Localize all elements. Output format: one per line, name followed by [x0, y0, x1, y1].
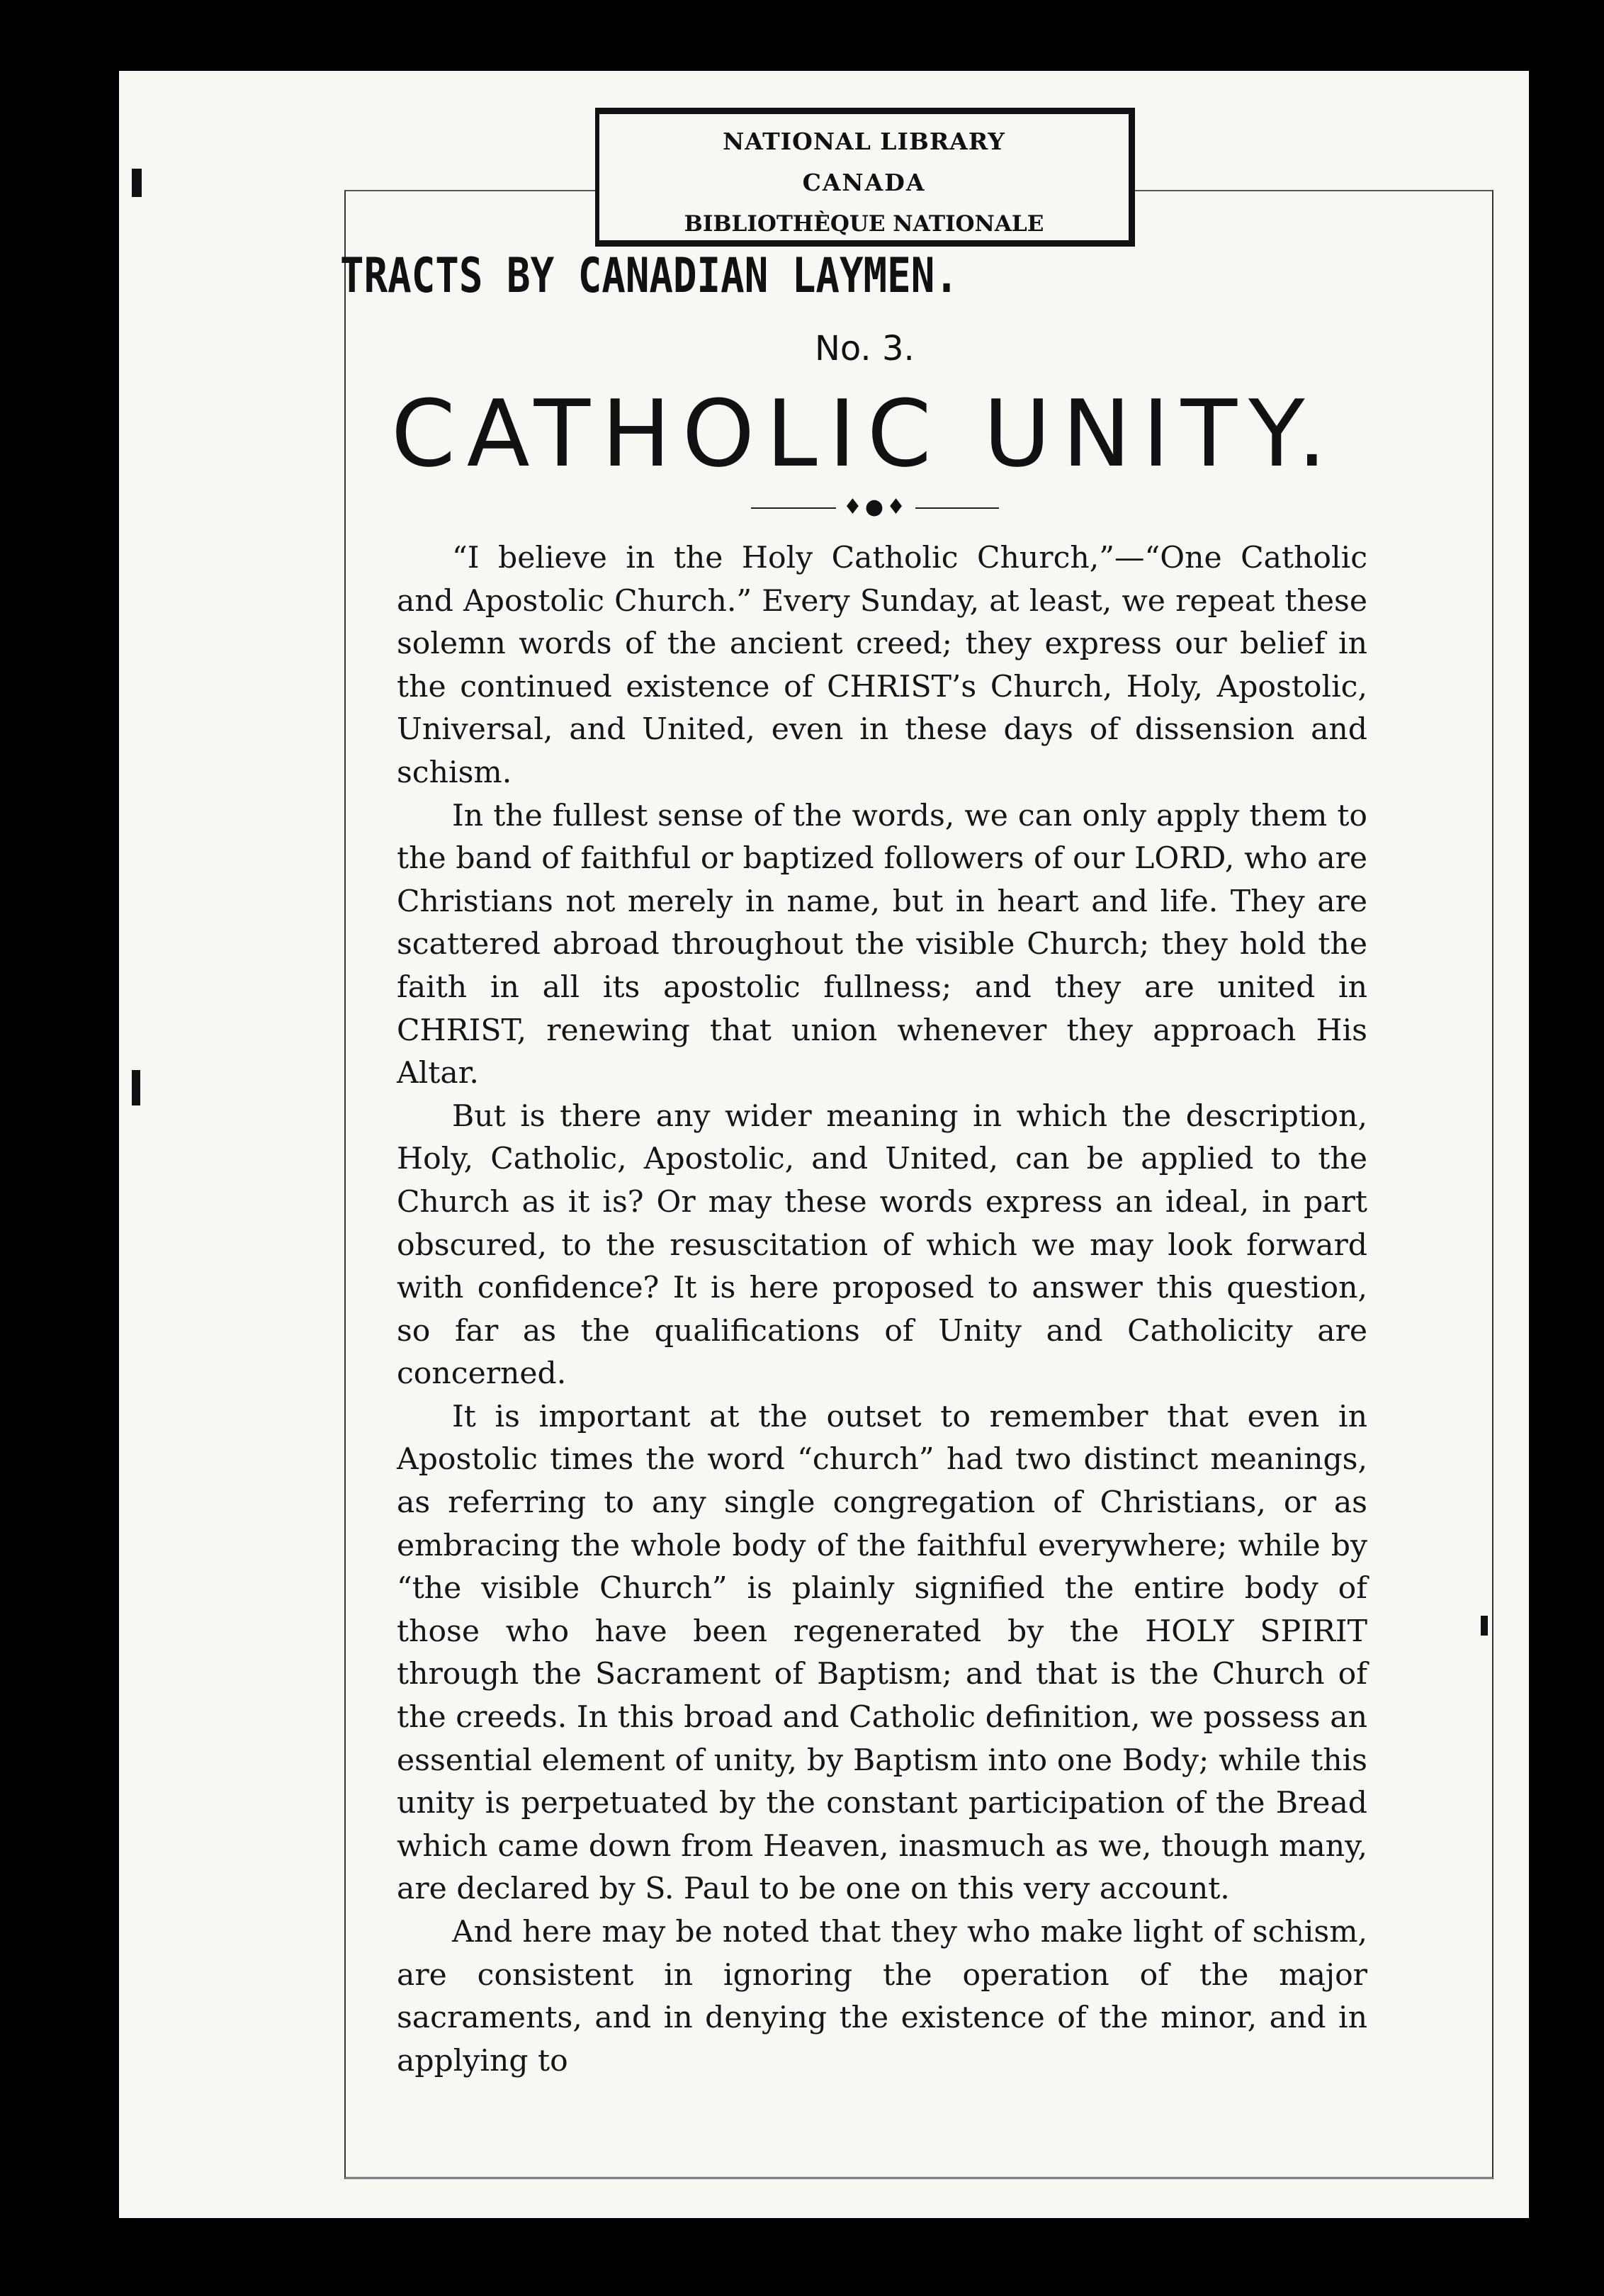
divider-ornament: ♦●♦ — [836, 495, 915, 519]
paragraph-4: It is important at the outset to remember that even in Apostolic times the word “church” had two distinct meanings, as referring to any single congregation of Christians, or as embracing the whole body of the faithful everywhere; while by “the visible Church” is plainly signified the entire body of those who have been regenerated by the HOLY SPIRIT through the Sacrament of Baptism; and that is the Church of the creeds. In this broad and Catholic definition, we possess an essential element of unity, by Baptism into one Body; while this unity is perpetuated by the constant participation of the Bread which came down from Heaven, inasmuch as we, though many, are declared by S. Paul to be one on this very account. — [397, 1399, 1367, 1907]
stamp-line-2: CANADA — [802, 169, 926, 196]
scan-speck — [1481, 1616, 1488, 1636]
scan-speck — [132, 169, 142, 197]
main-title: CATHOLIC UNITY. — [391, 380, 1338, 488]
stamp-line-3: BIBLIOTHÈQUE NATIONALE — [684, 211, 1044, 237]
series-title: TRACTS BY CANADIAN LAYMEN. — [340, 248, 959, 304]
library-stamp — [595, 108, 1135, 247]
paragraph-1: “I believe in the Holy Catholic Church,”—“One Catholic and Apostolic Church.” Every Sunday, at least, we repeat these solemn words of the ancient creed; they express our belief in the continued existence of CHRIST’s Church, Holy, Apostolic, Universal, and United, even in these days of dissension and schism. — [397, 541, 1367, 790]
body-text — [397, 537, 1367, 2083]
paragraph-3: But is there any wider meaning in which the description, Holy, Catholic, Apostolic, and United, can be applied to the Church as it is? Or may these words express an ideal, in part obscured, to the resuscitation of which we may look forward with confidence? It is here proposed to answer this question, so far as the qualifications of Unity and Catholicity are concerned. — [397, 1098, 1367, 1392]
stamp-line-1: NATIONAL LIBRARY — [723, 128, 1005, 155]
scan-speck — [132, 1070, 140, 1105]
paragraph-5: And here may be noted that they who make light of schism, are consistent in ignoring the operation of the major sacraments, and in denying the existence of the minor, and in applying to — [397, 1915, 1367, 2078]
tract-number: No. 3. — [815, 329, 915, 368]
paragraph-2: In the fullest sense of the words, we can only apply them to the band of faithful or baptized followers of our LORD, who are Christians not merely in name, but in heart and life. They are scattered abroad throughout the visible Church; they hold the faith in all its apostolic fullness; and they are united in CHRIST, renewing that union whenever they approach His Altar. — [397, 798, 1367, 1091]
